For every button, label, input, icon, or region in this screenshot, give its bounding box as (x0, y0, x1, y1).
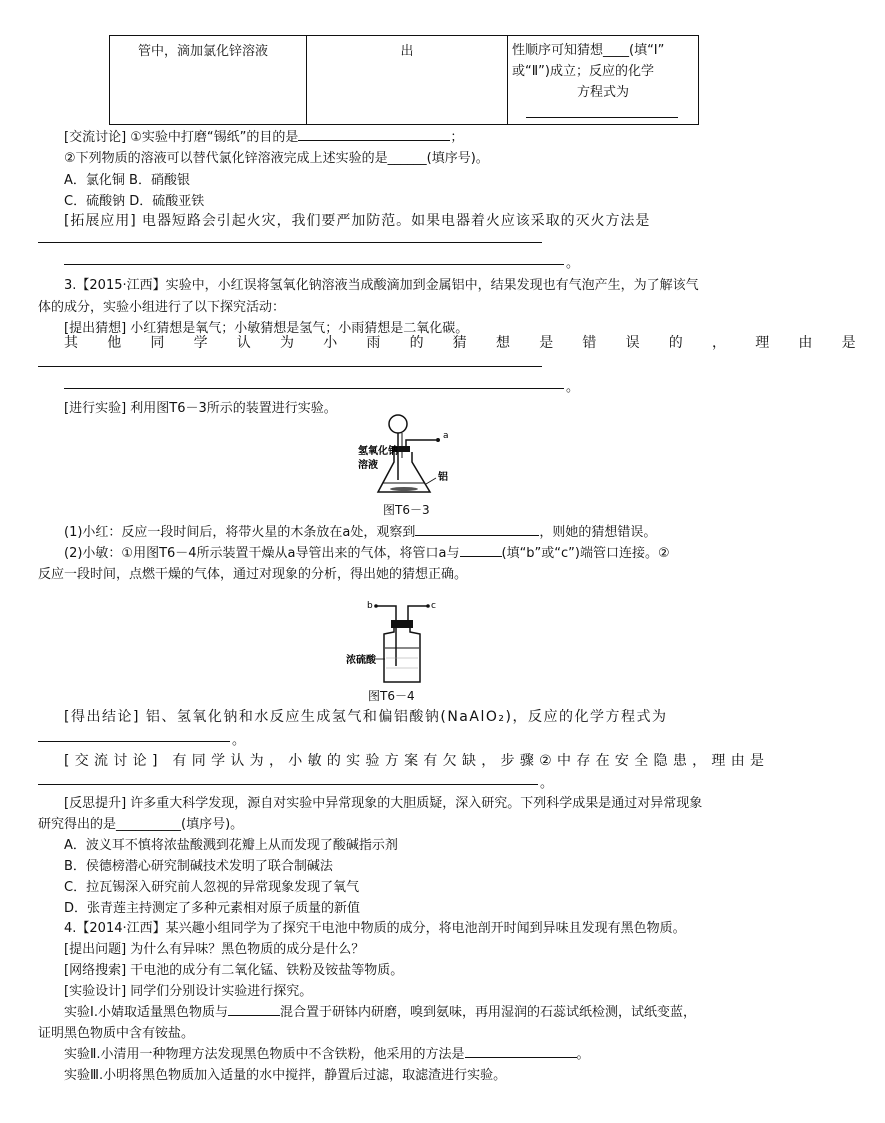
table-cell-3 (508, 36, 699, 125)
delivery-tube (406, 440, 436, 448)
funnel-bulb (389, 415, 407, 433)
tube-label-c: c (431, 601, 436, 611)
q3-reason-line: 其他同学认为小雨的猜想是错误的，理由是 (64, 335, 885, 351)
answer-blank[interactable] (228, 1001, 280, 1016)
discussion-q1-text: [交流讨论] ①实验中打磨“锡纸”的目的是 (64, 130, 299, 145)
q4-exp2-line (64, 1043, 590, 1062)
q3-line-1: 3.【2015·江西】实验中，小红误将氢氧化钠溶液当成酸滴加到金属铝中，结果发现也有气泡产生，为了解该气 (64, 278, 699, 293)
q3-xiaomin-line-2: 反应一段时间，点燃干燥的气体，通过对现象的分析，得出她的猜想正确。 (38, 567, 468, 582)
option-a: A．波义耳不慎将浓盐酸溅到花瓣上从而发现了酸碱指示剂 (64, 838, 398, 853)
q4-exp1-text: 实验Ⅰ.小婧取适量黑色物质与 (64, 1005, 228, 1020)
acid-label: 浓硫酸 (346, 655, 376, 666)
figure-caption-t6-3: 图T6－3 (383, 503, 430, 517)
q4-exp3-line: 实验Ⅲ.小明将黑色物质加入适量的水中搅拌，静置后过滤，取滤渣进行实验。 (64, 1068, 507, 1083)
tube-label-a: a (443, 431, 449, 441)
answer-blank[interactable] (38, 741, 230, 742)
option-d: D．张青莲主持测定了多种元素相对原子质量的新值 (64, 901, 361, 916)
option-b: B．侯德榜潜心研究制碱技术发明了联合制碱法 (64, 859, 333, 874)
punct: 。 (540, 776, 554, 791)
q4-design: [实验设计] 同学们分别设计实验进行探究。 (64, 984, 313, 999)
answer-blank[interactable] (38, 242, 542, 243)
table-cell-2-text: 出 (400, 44, 414, 59)
answer-blank[interactable] (415, 521, 539, 536)
option-line-cd: C．硫酸钠 D．硫酸亚铁 (64, 194, 205, 209)
extension-line: [拓展应用] 电器短路会引起火灾，我们要严加防范。如果电器着火应该采取的灭火方法是 (64, 213, 651, 229)
answer-blank[interactable] (460, 542, 502, 557)
punct: 。 (566, 256, 580, 271)
q4-exp1-text-end: 混合置于研钵内研磨，嗅到氨味，再用湿润的石蕊试纸检测，试纸变蓝， (279, 1005, 696, 1020)
answer-blank[interactable] (64, 264, 564, 265)
answer-blank[interactable] (298, 126, 450, 141)
table-cell-3-blank (526, 117, 678, 118)
flask-apparatus-figure (356, 410, 466, 500)
q3-line-2: 体的成分，实验小组进行了以下探究活动： (38, 300, 286, 315)
tube-end (436, 438, 440, 442)
answer-blank[interactable] (465, 1043, 577, 1058)
aluminium-pieces (390, 487, 418, 491)
q3-xiaomin-text: (2)小敏：①用图T6－4所示装置干燥从a导管出来的气体，将管口a与 (64, 546, 460, 561)
q3-hypothesis: [提出猜想] 小红猜想是氧气；小敏猜想是氢气；小雨猜想是二氧化碳。 (64, 321, 469, 336)
gas-washing-bottle-figure (346, 596, 456, 686)
table-cell-2 (307, 36, 508, 125)
q3-xiaohong-text-end: ，则她的猜想错误。 (539, 525, 657, 540)
al-label: 铝 (438, 472, 448, 483)
conclusion-line: [得出结论] 铝、氢氧化钠和水反应生成氢气和偏铝酸钠(NaAlO₂)，反应的化学方程式为 (64, 709, 668, 725)
table-cell-1 (110, 36, 307, 125)
table-cell-1-text: 管中，滴加氯化锌溶液 (138, 44, 269, 59)
punct: 。 (566, 380, 580, 395)
q4-search: [网络搜索] 干电池的成分有二氧化锰、铁粉及铵盐等物质。 (64, 963, 404, 978)
figure-caption-t6-4: 图T6－4 (368, 689, 415, 703)
bottle-stopper (391, 620, 413, 628)
reflection-line-2: 研究得出的是__________(填序号)。 (38, 817, 244, 832)
tube-label-b: b (367, 601, 373, 611)
answer-blank[interactable] (38, 784, 538, 785)
q4-exp1-line (64, 1001, 696, 1020)
naoh-label: 氢氧化钠 (358, 446, 398, 457)
q3-xiaohong-text: (1)小红：反应一段时间后，将带火星的木条放在a处，观察到 (64, 525, 416, 540)
reflection-line-1: [反思提升] 许多重大科学发现，源自对实验中异常现象的大胆质疑，深入研究。下列科学成果是通过对异常现象 (64, 796, 703, 811)
punct: 。 (576, 1047, 590, 1062)
punct: 。 (232, 733, 246, 748)
option-c: C．拉瓦锡深入研究前人忽视的异常现象发现了氧气 (64, 880, 360, 895)
option-line-ab: A．氯化铜 B．硝酸银 (64, 173, 190, 188)
answer-blank[interactable] (38, 366, 542, 367)
q4-question: [提出问题] 为什么有异味？黑色物质的成分是什么？ (64, 942, 365, 957)
q4-line-1: 4.【2014·江西】某兴趣小组同学为了探究干电池中物质的成分，将电池剖开时闻到异味且发现有黑色物质。 (64, 921, 686, 936)
conical-flask (378, 452, 430, 492)
q3-xiaomin-line (64, 542, 670, 561)
answer-blank[interactable] (64, 388, 564, 389)
inlet-tube (376, 606, 396, 666)
punct: ； (450, 130, 464, 145)
table-cell-3-line-3: 方程式为 (576, 85, 629, 100)
naoh-label-2: 溶液 (358, 460, 378, 471)
q3-xiaomin-text-end: (填“b”或“c”)端管口连接。② (501, 546, 670, 561)
answer-table (109, 35, 699, 125)
table-cell-3-line-2: 或“Ⅱ”)成立；反应的化学 (512, 64, 654, 79)
q4-exp2-text: 实验Ⅱ.小清用一种物理方法发现黑色物质中不含铁粉，他采用的方法是 (64, 1047, 465, 1062)
bottle (384, 628, 420, 682)
q3-xiaohong-line (64, 521, 656, 540)
discussion-line-2: ②下列物质的溶液可以替代氯化锌溶液完成上述实验的是______(填序号)。 (64, 151, 489, 166)
al-leader (426, 478, 436, 484)
discussion-2-line: [交流讨论] 有同学认为，小敏的实验方案有欠缺，步骤②中存在安全隐患，理由是 (64, 753, 770, 769)
q4-exp1-line-2: 证明黑色物质中含有铵盐。 (38, 1026, 195, 1041)
discussion-line-1 (64, 126, 463, 145)
table-cell-3-line-1: 性顺序可知猜想____(填“Ⅰ” (512, 43, 665, 58)
q3-experiment-line: [进行实验] 利用图T6－3所示的装置进行实验。 (64, 401, 337, 416)
